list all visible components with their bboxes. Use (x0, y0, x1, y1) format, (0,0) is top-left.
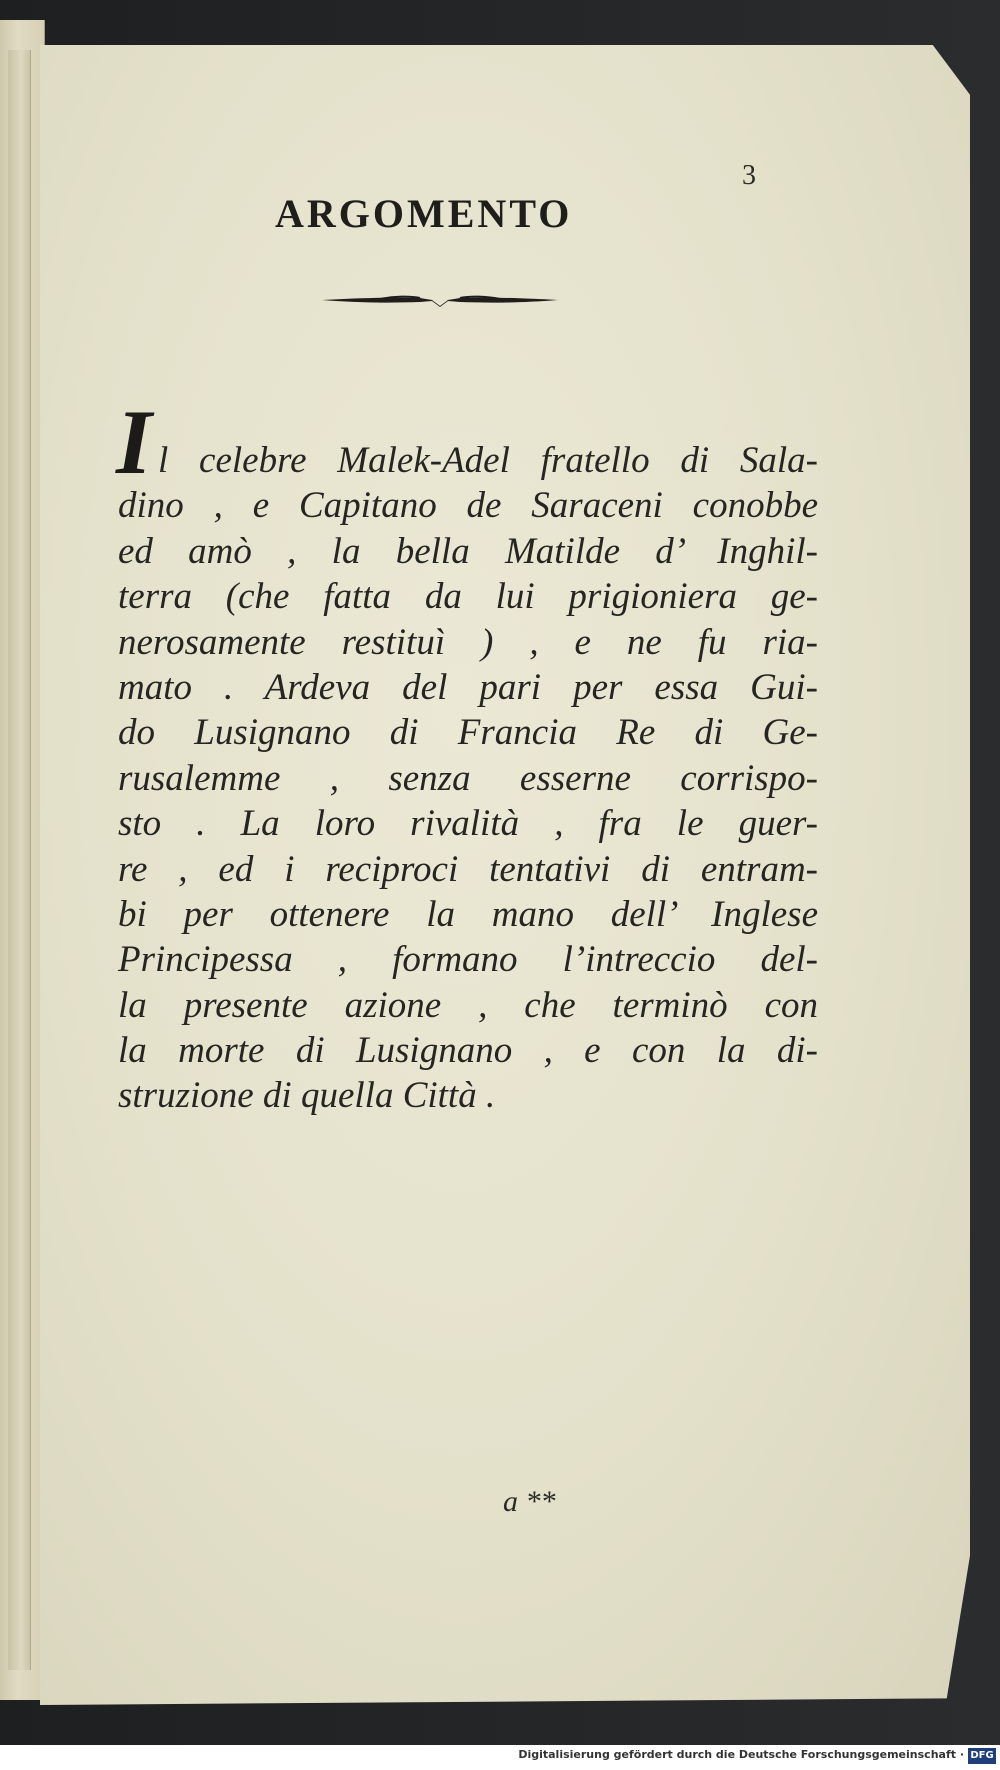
text-line: Principessa , formano l’intreccio del- (118, 939, 818, 981)
text-line: struzione di quella Città . (118, 1075, 496, 1117)
ornamental-rule-icon (320, 288, 560, 312)
footer-credit: Digitalisierung gefördert durch die Deutsche Forschungsgemeinschaft · (518, 1748, 964, 1761)
text-line: rusalemme , senza esserne corrispo- (118, 757, 818, 799)
drop-cap-initial: I (116, 391, 152, 493)
footer-bar (0, 1745, 1000, 1770)
text-line: sto . La loro rivalità , fra le guer- (118, 803, 818, 845)
dfg-logo-icon: DFG (968, 1748, 996, 1764)
text-line: bi per ottenere la mano dell’ Inglese (118, 893, 818, 935)
text-line: nerosamente restituì ) , e ne fu ria- (118, 621, 818, 663)
text-line: terra (che fatta da lui prigioniera ge- (118, 576, 818, 618)
text-line: do Lusignano di Francia Re di Ge- (118, 712, 818, 754)
text-line: re , ed i reciproci tentativi di entram- (118, 848, 818, 890)
page-title: ARGOMENTO (275, 191, 573, 236)
book-left-page-edge (0, 20, 45, 1700)
page-number: 3 (742, 160, 756, 191)
text-line: la morte di Lusignano , e con la di- (118, 1030, 818, 1072)
text-line: l celebre Malek-Adel fratello di Sala- (158, 440, 818, 481)
text-line: ed amò , la bella Matilde d’ Inghil- (118, 530, 818, 572)
text-line: mato . Ardeva del pari per essa Gui- (118, 666, 818, 708)
text-line: la presente azione , che terminò con (118, 984, 818, 1026)
signature-mark: a ** (503, 1485, 556, 1518)
book-binding-edge (8, 50, 31, 1670)
argument-text (118, 438, 818, 1119)
text-line: dino , e Capitano de Saraceni conobbe (118, 485, 818, 527)
